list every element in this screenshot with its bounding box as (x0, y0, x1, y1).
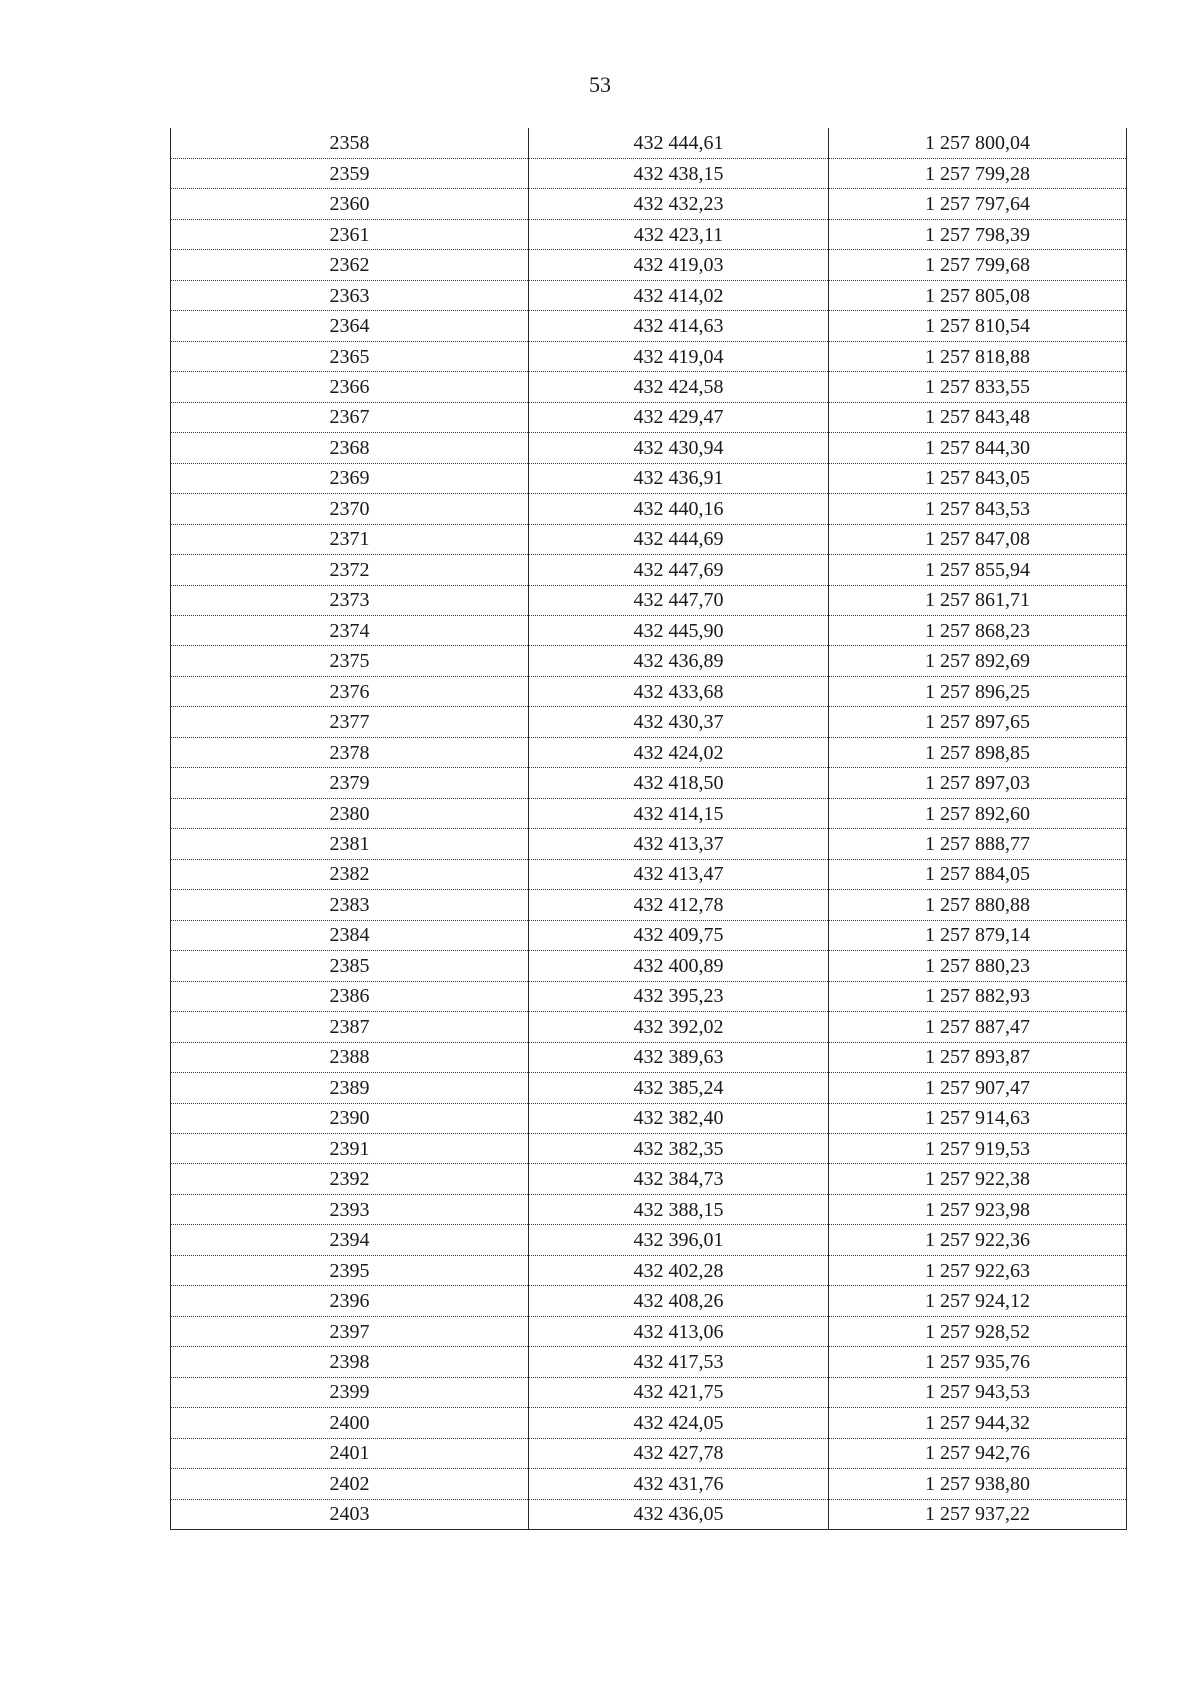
point-number-cell: 2372 (171, 555, 529, 585)
y-coordinate-cell: 1 257 938,80 (829, 1469, 1127, 1499)
x-coordinate-cell: 432 418,50 (529, 768, 829, 798)
x-coordinate-cell: 432 385,24 (529, 1073, 829, 1103)
point-number-cell: 2403 (171, 1499, 529, 1529)
point-number-cell: 2389 (171, 1073, 529, 1103)
point-number-cell: 2383 (171, 890, 529, 920)
point-number-cell: 2368 (171, 433, 529, 463)
y-coordinate-cell: 1 257 897,03 (829, 768, 1127, 798)
table-row (171, 1225, 1127, 1255)
table-row (171, 1438, 1127, 1468)
table-row (171, 311, 1127, 341)
table-row (171, 1469, 1127, 1499)
point-number-cell: 2398 (171, 1347, 529, 1377)
table-row (171, 1499, 1127, 1529)
x-coordinate-cell: 432 429,47 (529, 402, 829, 432)
point-number-cell: 2358 (171, 128, 529, 158)
table-row (171, 1347, 1127, 1377)
x-coordinate-cell: 432 413,06 (529, 1316, 829, 1346)
table-row (171, 341, 1127, 371)
y-coordinate-cell: 1 257 928,52 (829, 1316, 1127, 1346)
y-coordinate-cell: 1 257 907,47 (829, 1073, 1127, 1103)
x-coordinate-cell: 432 427,78 (529, 1438, 829, 1468)
point-number-cell: 2387 (171, 1012, 529, 1042)
table-row (171, 829, 1127, 859)
point-number-cell: 2364 (171, 311, 529, 341)
x-coordinate-cell: 432 409,75 (529, 920, 829, 950)
x-coordinate-cell: 432 444,69 (529, 524, 829, 554)
x-coordinate-cell: 432 414,02 (529, 280, 829, 310)
coordinates-table (170, 128, 1127, 1530)
x-coordinate-cell: 432 424,02 (529, 737, 829, 767)
point-number-cell: 2373 (171, 585, 529, 615)
x-coordinate-cell: 432 414,63 (529, 311, 829, 341)
table-row (171, 433, 1127, 463)
table-row (171, 1286, 1127, 1316)
y-coordinate-cell: 1 257 892,69 (829, 646, 1127, 676)
table-row (171, 463, 1127, 493)
x-coordinate-cell: 432 384,73 (529, 1164, 829, 1194)
x-coordinate-cell: 432 444,61 (529, 128, 829, 158)
table-row (171, 890, 1127, 920)
table-row (171, 1164, 1127, 1194)
point-number-cell: 2381 (171, 829, 529, 859)
point-number-cell: 2388 (171, 1042, 529, 1072)
table-row (171, 585, 1127, 615)
point-number-cell: 2401 (171, 1438, 529, 1468)
coordinates-table-body (171, 128, 1127, 1530)
x-coordinate-cell: 432 396,01 (529, 1225, 829, 1255)
table-row (171, 737, 1127, 767)
page-number: 53 (589, 72, 611, 97)
point-number-cell: 2371 (171, 524, 529, 554)
y-coordinate-cell: 1 257 922,38 (829, 1164, 1127, 1194)
y-coordinate-cell: 1 257 893,87 (829, 1042, 1127, 1072)
table-row (171, 1012, 1127, 1042)
point-number-cell: 2380 (171, 798, 529, 828)
table-row (171, 1377, 1127, 1407)
point-number-cell: 2397 (171, 1316, 529, 1346)
x-coordinate-cell: 432 412,78 (529, 890, 829, 920)
table-row (171, 1103, 1127, 1133)
y-coordinate-cell: 1 257 797,64 (829, 189, 1127, 219)
table-row (171, 524, 1127, 554)
x-coordinate-cell: 432 440,16 (529, 494, 829, 524)
y-coordinate-cell: 1 257 898,85 (829, 737, 1127, 767)
y-coordinate-cell: 1 257 880,88 (829, 890, 1127, 920)
y-coordinate-cell: 1 257 810,54 (829, 311, 1127, 341)
x-coordinate-cell: 432 413,47 (529, 859, 829, 889)
x-coordinate-cell: 432 432,23 (529, 189, 829, 219)
y-coordinate-cell: 1 257 922,63 (829, 1255, 1127, 1285)
x-coordinate-cell: 432 414,15 (529, 798, 829, 828)
point-number-cell: 2365 (171, 341, 529, 371)
x-coordinate-cell: 432 419,04 (529, 341, 829, 371)
x-coordinate-cell: 432 400,89 (529, 951, 829, 981)
table-row (171, 1042, 1127, 1072)
point-number-cell: 2370 (171, 494, 529, 524)
table-row (171, 707, 1127, 737)
x-coordinate-cell: 432 433,68 (529, 676, 829, 706)
point-number-cell: 2395 (171, 1255, 529, 1285)
point-number-cell: 2360 (171, 189, 529, 219)
x-coordinate-cell: 432 436,05 (529, 1499, 829, 1529)
table-row (171, 372, 1127, 402)
y-coordinate-cell: 1 257 843,48 (829, 402, 1127, 432)
point-number-cell: 2396 (171, 1286, 529, 1316)
y-coordinate-cell: 1 257 868,23 (829, 616, 1127, 646)
y-coordinate-cell: 1 257 943,53 (829, 1377, 1127, 1407)
y-coordinate-cell: 1 257 892,60 (829, 798, 1127, 828)
y-coordinate-cell: 1 257 882,93 (829, 981, 1127, 1011)
y-coordinate-cell: 1 257 887,47 (829, 1012, 1127, 1042)
point-number-cell: 2374 (171, 616, 529, 646)
point-number-cell: 2391 (171, 1133, 529, 1163)
point-number-cell: 2375 (171, 646, 529, 676)
x-coordinate-cell: 432 436,91 (529, 463, 829, 493)
y-coordinate-cell: 1 257 922,36 (829, 1225, 1127, 1255)
y-coordinate-cell: 1 257 879,14 (829, 920, 1127, 950)
y-coordinate-cell: 1 257 805,08 (829, 280, 1127, 310)
y-coordinate-cell: 1 257 914,63 (829, 1103, 1127, 1133)
point-number-cell: 2366 (171, 372, 529, 402)
x-coordinate-cell: 432 438,15 (529, 158, 829, 188)
point-number-cell: 2379 (171, 768, 529, 798)
x-coordinate-cell: 432 424,05 (529, 1408, 829, 1438)
x-coordinate-cell: 432 408,26 (529, 1286, 829, 1316)
table-row (171, 951, 1127, 981)
y-coordinate-cell: 1 257 843,05 (829, 463, 1127, 493)
x-coordinate-cell: 432 447,69 (529, 555, 829, 585)
point-number-cell: 2390 (171, 1103, 529, 1133)
table-row (171, 280, 1127, 310)
y-coordinate-cell: 1 257 935,76 (829, 1347, 1127, 1377)
y-coordinate-cell: 1 257 799,28 (829, 158, 1127, 188)
y-coordinate-cell: 1 257 897,65 (829, 707, 1127, 737)
y-coordinate-cell: 1 257 833,55 (829, 372, 1127, 402)
point-number-cell: 2385 (171, 951, 529, 981)
y-coordinate-cell: 1 257 800,04 (829, 128, 1127, 158)
y-coordinate-cell: 1 257 843,53 (829, 494, 1127, 524)
table-row (171, 494, 1127, 524)
x-coordinate-cell: 432 417,53 (529, 1347, 829, 1377)
point-number-cell: 2392 (171, 1164, 529, 1194)
x-coordinate-cell: 432 402,28 (529, 1255, 829, 1285)
table-row (171, 859, 1127, 889)
table-row (171, 219, 1127, 249)
x-coordinate-cell: 432 392,02 (529, 1012, 829, 1042)
point-number-cell: 2399 (171, 1377, 529, 1407)
x-coordinate-cell: 432 389,63 (529, 1042, 829, 1072)
table-row (171, 1133, 1127, 1163)
x-coordinate-cell: 432 419,03 (529, 250, 829, 280)
table-row (171, 676, 1127, 706)
y-coordinate-cell: 1 257 942,76 (829, 1438, 1127, 1468)
y-coordinate-cell: 1 257 923,98 (829, 1194, 1127, 1224)
x-coordinate-cell: 432 382,40 (529, 1103, 829, 1133)
table-row (171, 158, 1127, 188)
y-coordinate-cell: 1 257 924,12 (829, 1286, 1127, 1316)
point-number-cell: 2400 (171, 1408, 529, 1438)
point-number-cell: 2376 (171, 676, 529, 706)
point-number-cell: 2384 (171, 920, 529, 950)
table-row (171, 1316, 1127, 1346)
table-row (171, 768, 1127, 798)
y-coordinate-cell: 1 257 884,05 (829, 859, 1127, 889)
x-coordinate-cell: 432 431,76 (529, 1469, 829, 1499)
table-row (171, 128, 1127, 158)
table-row (171, 798, 1127, 828)
x-coordinate-cell: 432 430,37 (529, 707, 829, 737)
x-coordinate-cell: 432 423,11 (529, 219, 829, 249)
x-coordinate-cell: 432 395,23 (529, 981, 829, 1011)
x-coordinate-cell: 432 382,35 (529, 1133, 829, 1163)
y-coordinate-cell: 1 257 855,94 (829, 555, 1127, 585)
point-number-cell: 2362 (171, 250, 529, 280)
table-row (171, 1194, 1127, 1224)
y-coordinate-cell: 1 257 799,68 (829, 250, 1127, 280)
table-row (171, 189, 1127, 219)
table-row (171, 1255, 1127, 1285)
y-coordinate-cell: 1 257 896,25 (829, 676, 1127, 706)
table-row (171, 250, 1127, 280)
table-row (171, 402, 1127, 432)
x-coordinate-cell: 432 421,75 (529, 1377, 829, 1407)
table-row (171, 1073, 1127, 1103)
x-coordinate-cell: 432 388,15 (529, 1194, 829, 1224)
y-coordinate-cell: 1 257 919,53 (829, 1133, 1127, 1163)
table-row (171, 616, 1127, 646)
point-number-cell: 2359 (171, 158, 529, 188)
x-coordinate-cell: 432 413,37 (529, 829, 829, 859)
table-row (171, 920, 1127, 950)
point-number-cell: 2361 (171, 219, 529, 249)
point-number-cell: 2377 (171, 707, 529, 737)
table-row (171, 981, 1127, 1011)
x-coordinate-cell: 432 445,90 (529, 616, 829, 646)
y-coordinate-cell: 1 257 847,08 (829, 524, 1127, 554)
table-row (171, 646, 1127, 676)
x-coordinate-cell: 432 447,70 (529, 585, 829, 615)
y-coordinate-cell: 1 257 888,77 (829, 829, 1127, 859)
table-row (171, 1408, 1127, 1438)
y-coordinate-cell: 1 257 798,39 (829, 219, 1127, 249)
y-coordinate-cell: 1 257 937,22 (829, 1499, 1127, 1529)
point-number-cell: 2393 (171, 1194, 529, 1224)
point-number-cell: 2382 (171, 859, 529, 889)
point-number-cell: 2363 (171, 280, 529, 310)
point-number-cell: 2369 (171, 463, 529, 493)
point-number-cell: 2402 (171, 1469, 529, 1499)
y-coordinate-cell: 1 257 944,32 (829, 1408, 1127, 1438)
x-coordinate-cell: 432 436,89 (529, 646, 829, 676)
point-number-cell: 2367 (171, 402, 529, 432)
point-number-cell: 2386 (171, 981, 529, 1011)
x-coordinate-cell: 432 424,58 (529, 372, 829, 402)
y-coordinate-cell: 1 257 844,30 (829, 433, 1127, 463)
y-coordinate-cell: 1 257 880,23 (829, 951, 1127, 981)
point-number-cell: 2394 (171, 1225, 529, 1255)
x-coordinate-cell: 432 430,94 (529, 433, 829, 463)
y-coordinate-cell: 1 257 818,88 (829, 341, 1127, 371)
y-coordinate-cell: 1 257 861,71 (829, 585, 1127, 615)
point-number-cell: 2378 (171, 737, 529, 767)
table-row (171, 555, 1127, 585)
